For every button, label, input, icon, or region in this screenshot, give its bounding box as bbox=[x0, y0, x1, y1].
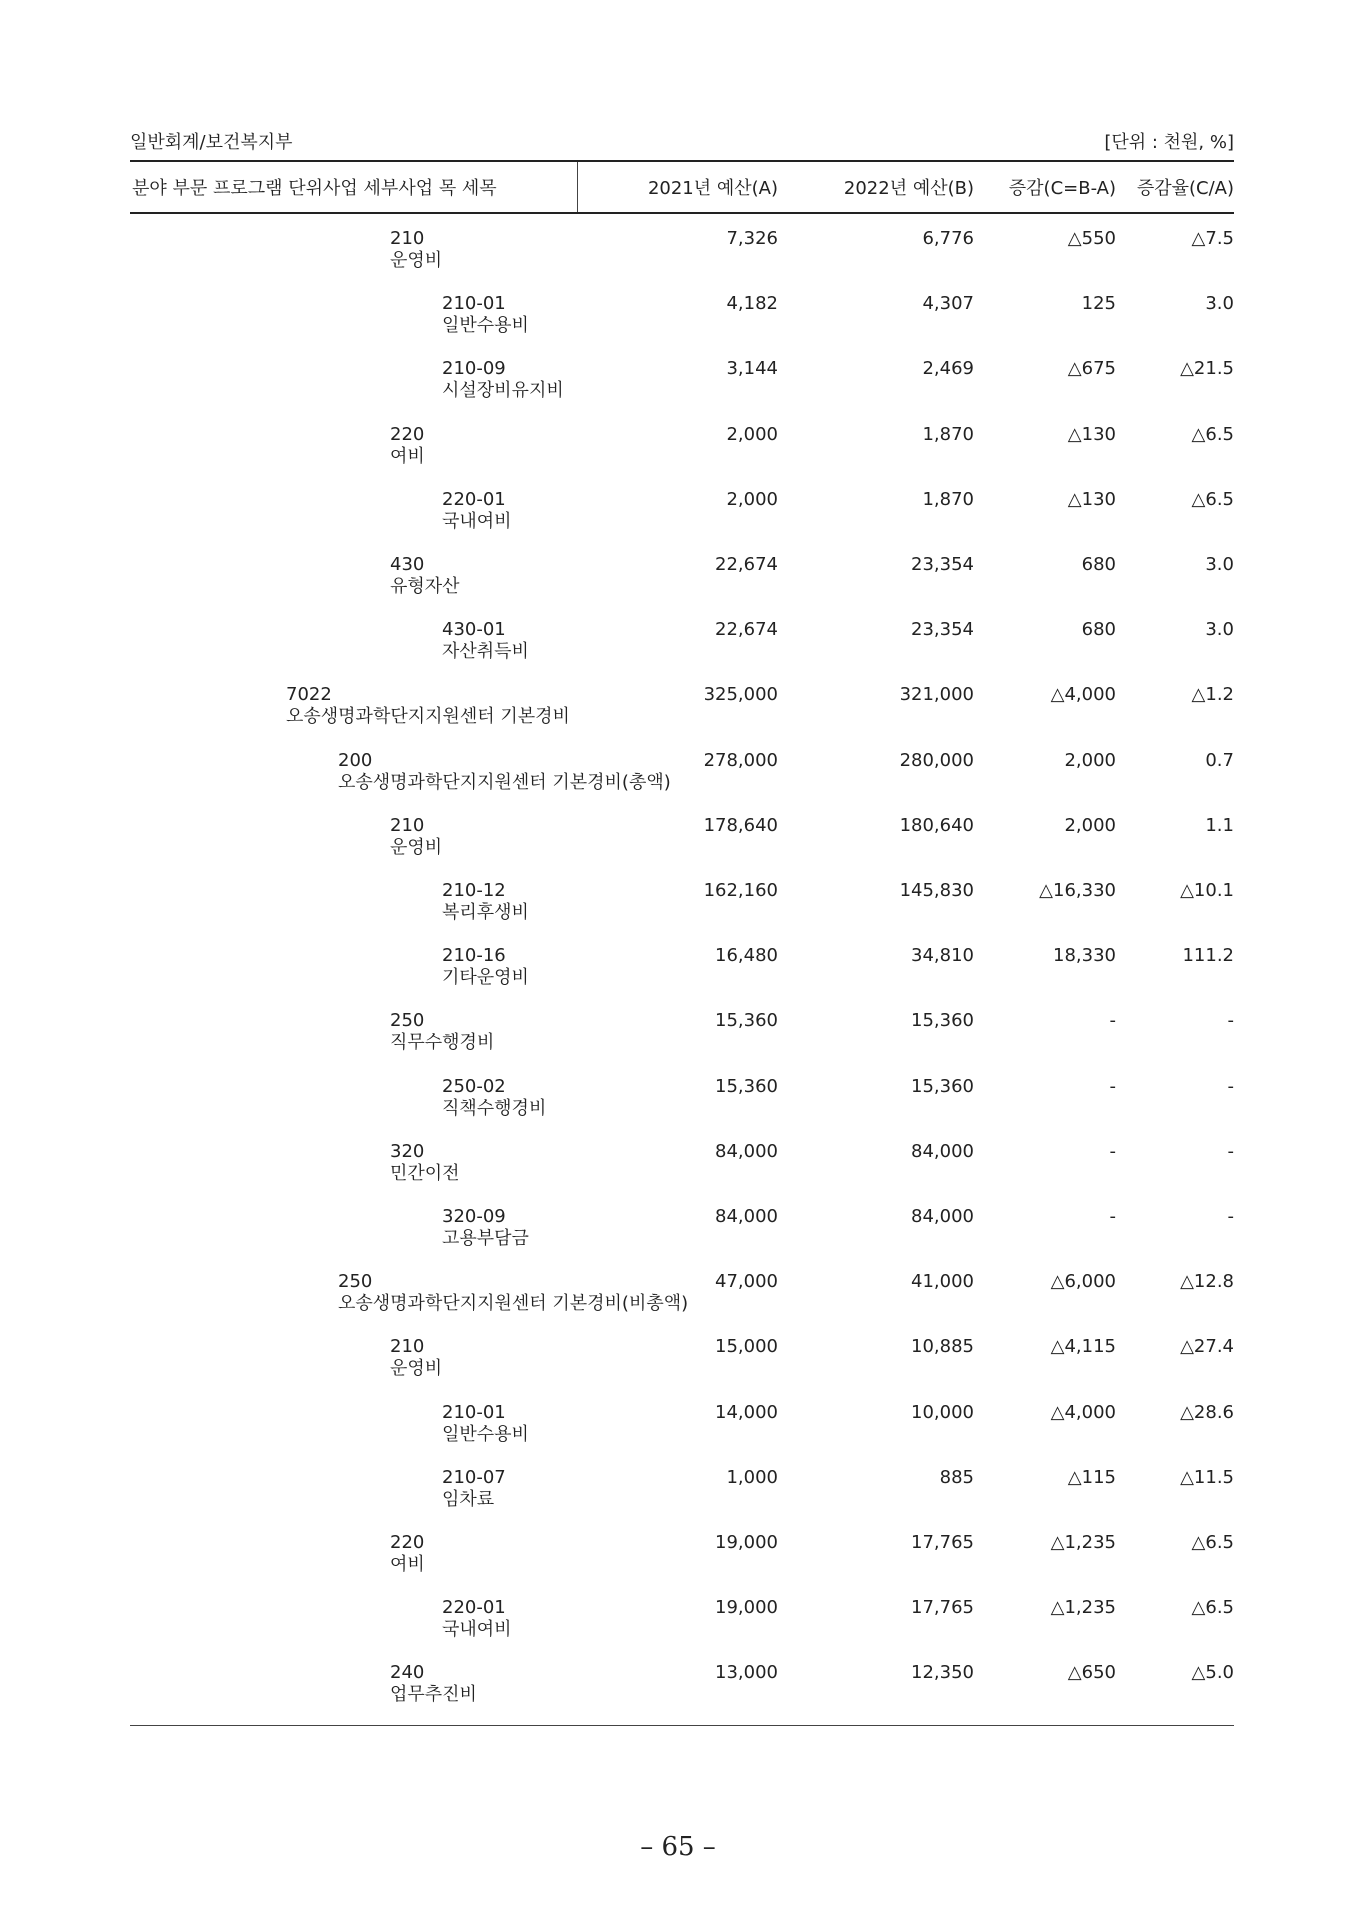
row-code: 210-12 bbox=[442, 880, 506, 901]
row-change-rate: △6.5 bbox=[1191, 1532, 1234, 1553]
row-name: 오송생명과학단지지원센터 기본경비 bbox=[286, 706, 570, 728]
row-change-rate: △21.5 bbox=[1180, 358, 1234, 380]
row-2021-budget: 84,000 bbox=[715, 1206, 778, 1227]
row-name: 임차료 bbox=[442, 1488, 495, 1510]
account-title: 일반회계/보건복지부 bbox=[130, 132, 293, 153]
table-row bbox=[130, 750, 1234, 810]
row-code: 210 bbox=[390, 814, 425, 836]
table-row bbox=[130, 1206, 1234, 1266]
row-change: △16,330 bbox=[1039, 880, 1116, 901]
row-change-rate: △1.2 bbox=[1191, 684, 1234, 706]
row-code: 210 bbox=[390, 228, 425, 249]
row-2022-budget: 17,765 bbox=[911, 1597, 974, 1619]
column-header-change: 증감(C=B-A) bbox=[1008, 178, 1116, 199]
row-name: 여비 bbox=[390, 445, 425, 467]
row-change: - bbox=[1109, 1206, 1116, 1227]
row-change: - bbox=[1109, 1140, 1116, 1162]
row-change: 125 bbox=[1081, 293, 1116, 315]
row-2022-budget: 15,360 bbox=[911, 1075, 974, 1097]
row-code: 210-01 bbox=[442, 1401, 506, 1423]
row-code: 7022 bbox=[286, 684, 332, 706]
table-header bbox=[130, 160, 1234, 214]
row-change: △675 bbox=[1067, 358, 1116, 380]
row-code: 320 bbox=[390, 1140, 425, 1162]
table-row bbox=[130, 1076, 1234, 1136]
row-change-rate: △7.5 bbox=[1191, 228, 1234, 249]
table-row bbox=[130, 228, 1234, 288]
unit-label: [단위 : 천원, %] bbox=[1104, 132, 1234, 153]
row-change: △1,235 bbox=[1050, 1597, 1116, 1619]
row-change: △550 bbox=[1067, 228, 1116, 249]
row-code: 250-02 bbox=[442, 1075, 506, 1097]
row-2022-budget: 23,354 bbox=[911, 554, 974, 575]
budget-table-body bbox=[130, 214, 1234, 1726]
row-change-rate: △6.5 bbox=[1191, 488, 1234, 510]
row-change: △6,000 bbox=[1050, 1271, 1116, 1293]
row-2021-budget: 178,640 bbox=[703, 814, 778, 836]
row-code: 430-01 bbox=[442, 619, 506, 641]
row-change: - bbox=[1109, 1010, 1116, 1032]
row-code: 430 bbox=[390, 554, 425, 575]
row-name: 직무수행경비 bbox=[390, 1032, 495, 1054]
row-name: 직책수행경비 bbox=[442, 1097, 547, 1119]
table-row bbox=[130, 684, 1234, 744]
table-row bbox=[130, 293, 1234, 353]
row-2022-budget: 41,000 bbox=[911, 1271, 974, 1293]
row-code: 220-01 bbox=[442, 488, 506, 510]
column-header-change-rate: 증감율(C/A) bbox=[1136, 178, 1234, 199]
row-2022-budget: 180,640 bbox=[899, 814, 974, 836]
table-row bbox=[130, 619, 1234, 679]
row-2022-budget: 1,870 bbox=[922, 488, 974, 510]
row-2022-budget: 17,765 bbox=[911, 1532, 974, 1553]
table-row bbox=[130, 1402, 1234, 1462]
row-change: △650 bbox=[1067, 1662, 1116, 1684]
row-code: 320-09 bbox=[442, 1206, 506, 1227]
row-2021-budget: 14,000 bbox=[715, 1401, 778, 1423]
table-row bbox=[130, 1597, 1234, 1657]
row-change: 2,000 bbox=[1064, 814, 1116, 836]
column-header-2022-budget: 2022년 예산(B) bbox=[843, 178, 974, 199]
table-row bbox=[130, 1662, 1234, 1722]
row-change: △1,235 bbox=[1050, 1532, 1116, 1553]
row-change-rate: 3.0 bbox=[1205, 619, 1234, 641]
row-name: 복리후생비 bbox=[442, 902, 529, 923]
row-name: 일반수용비 bbox=[442, 315, 529, 337]
row-2022-budget: 15,360 bbox=[911, 1010, 974, 1032]
row-change-rate: △6.5 bbox=[1191, 1597, 1234, 1619]
row-2022-budget: 10,000 bbox=[911, 1401, 974, 1423]
row-2021-budget: 15,360 bbox=[715, 1010, 778, 1032]
row-name: 업무추진비 bbox=[390, 1684, 477, 1706]
row-2021-budget: 22,674 bbox=[715, 619, 778, 641]
row-name: 기타운영비 bbox=[442, 967, 529, 989]
row-change-rate: 111.2 bbox=[1182, 945, 1234, 967]
row-name: 여비 bbox=[390, 1554, 425, 1575]
row-2021-budget: 2,000 bbox=[726, 423, 778, 445]
row-2021-budget: 84,000 bbox=[715, 1140, 778, 1162]
table-row bbox=[130, 1010, 1234, 1070]
row-change-rate: △11.5 bbox=[1180, 1466, 1234, 1488]
page-number: – 65 – bbox=[640, 1832, 716, 1862]
row-change: 18,330 bbox=[1053, 945, 1116, 967]
row-2022-budget: 12,350 bbox=[911, 1662, 974, 1684]
row-code: 210-16 bbox=[442, 945, 506, 967]
row-2022-budget: 4,307 bbox=[922, 293, 974, 315]
budget-page bbox=[130, 126, 1234, 1726]
row-change: 680 bbox=[1081, 619, 1116, 641]
row-change: △130 bbox=[1067, 488, 1116, 510]
row-code: 210 bbox=[390, 1336, 425, 1358]
row-name: 국내여비 bbox=[442, 510, 512, 532]
table-row bbox=[130, 554, 1234, 614]
row-2021-budget: 2,000 bbox=[726, 488, 778, 510]
row-2022-budget: 6,776 bbox=[922, 228, 974, 249]
column-header-category: 분야 부문 프로그램 단위사업 세부사업 목 세목 bbox=[130, 162, 578, 212]
row-2021-budget: 325,000 bbox=[703, 684, 778, 706]
row-2022-budget: 84,000 bbox=[911, 1140, 974, 1162]
table-row bbox=[130, 489, 1234, 549]
row-change-rate: △28.6 bbox=[1180, 1401, 1234, 1423]
row-2022-budget: 145,830 bbox=[899, 880, 974, 901]
row-2021-budget: 13,000 bbox=[715, 1662, 778, 1684]
row-change-rate: 3.0 bbox=[1205, 554, 1234, 575]
row-code: 210-09 bbox=[442, 358, 506, 380]
row-change-rate: 1.1 bbox=[1205, 814, 1234, 836]
row-2021-budget: 19,000 bbox=[715, 1532, 778, 1553]
row-2022-budget: 1,870 bbox=[922, 423, 974, 445]
row-change-rate: △10.1 bbox=[1180, 880, 1234, 901]
row-2021-budget: 15,360 bbox=[715, 1075, 778, 1097]
row-name: 민간이전 bbox=[390, 1162, 460, 1184]
row-2021-budget: 19,000 bbox=[715, 1597, 778, 1619]
row-change-rate: △5.0 bbox=[1191, 1662, 1234, 1684]
row-change: △4,115 bbox=[1050, 1336, 1116, 1358]
row-name: 유형자산 bbox=[390, 576, 460, 597]
table-row bbox=[130, 815, 1234, 875]
row-2021-budget: 162,160 bbox=[703, 880, 778, 901]
table-row bbox=[130, 1532, 1234, 1592]
row-2022-budget: 34,810 bbox=[911, 945, 974, 967]
row-change: △4,000 bbox=[1050, 1401, 1116, 1423]
row-2022-budget: 84,000 bbox=[911, 1206, 974, 1227]
row-2021-budget: 4,182 bbox=[726, 293, 778, 315]
row-code: 200 bbox=[338, 749, 373, 771]
row-change-rate: △27.4 bbox=[1180, 1336, 1234, 1358]
row-2021-budget: 278,000 bbox=[703, 749, 778, 771]
row-name: 고용부담금 bbox=[442, 1228, 529, 1249]
row-code: 250 bbox=[390, 1010, 425, 1032]
row-code: 220 bbox=[390, 423, 425, 445]
table-row bbox=[130, 1336, 1234, 1396]
table-row bbox=[130, 1271, 1234, 1331]
row-2022-budget: 321,000 bbox=[899, 684, 974, 706]
row-name: 오송생명과학단지지원센터 기본경비(총액) bbox=[338, 771, 671, 793]
table-row bbox=[130, 880, 1234, 940]
row-2021-budget: 22,674 bbox=[715, 554, 778, 575]
row-change-rate: 0.7 bbox=[1205, 749, 1234, 771]
row-2021-budget: 3,144 bbox=[726, 358, 778, 380]
table-row bbox=[130, 1467, 1234, 1527]
row-2022-budget: 885 bbox=[939, 1466, 974, 1488]
row-2021-budget: 7,326 bbox=[726, 228, 778, 249]
row-2022-budget: 10,885 bbox=[911, 1336, 974, 1358]
table-row bbox=[130, 1141, 1234, 1201]
table-row bbox=[130, 424, 1234, 484]
row-change-rate: △6.5 bbox=[1191, 423, 1234, 445]
row-change-rate: - bbox=[1227, 1075, 1234, 1097]
row-name: 운영비 bbox=[390, 250, 443, 271]
row-code: 220 bbox=[390, 1532, 425, 1553]
row-code: 210-07 bbox=[442, 1466, 506, 1488]
row-change: 2,000 bbox=[1064, 749, 1116, 771]
table-row bbox=[130, 358, 1234, 418]
row-2022-budget: 280,000 bbox=[899, 749, 974, 771]
column-header-2021-budget: 2021년 예산(A) bbox=[647, 178, 778, 199]
document-header bbox=[130, 126, 1234, 160]
row-2021-budget: 15,000 bbox=[715, 1336, 778, 1358]
table-row bbox=[130, 945, 1234, 1005]
row-change-rate: △12.8 bbox=[1180, 1271, 1234, 1293]
row-2022-budget: 2,469 bbox=[922, 358, 974, 380]
row-name: 오송생명과학단지지원센터 기본경비(비총액) bbox=[338, 1293, 689, 1315]
row-2021-budget: 16,480 bbox=[715, 945, 778, 967]
row-change: △130 bbox=[1067, 423, 1116, 445]
row-name: 운영비 bbox=[390, 1358, 443, 1380]
row-name: 시설장비유지비 bbox=[442, 380, 564, 402]
row-change-rate: - bbox=[1227, 1206, 1234, 1227]
row-2022-budget: 23,354 bbox=[911, 619, 974, 641]
row-2021-budget: 1,000 bbox=[726, 1466, 778, 1488]
row-code: 240 bbox=[390, 1662, 425, 1684]
row-change: 680 bbox=[1081, 554, 1116, 575]
row-name: 일반수용비 bbox=[442, 1423, 529, 1445]
row-change-rate: - bbox=[1227, 1010, 1234, 1032]
row-name: 자산취득비 bbox=[442, 641, 529, 663]
row-code: 220-01 bbox=[442, 1597, 506, 1619]
row-name: 운영비 bbox=[390, 836, 443, 858]
row-2021-budget: 47,000 bbox=[715, 1271, 778, 1293]
row-change: △4,000 bbox=[1050, 684, 1116, 706]
row-code: 210-01 bbox=[442, 293, 506, 315]
row-change: - bbox=[1109, 1075, 1116, 1097]
row-name: 국내여비 bbox=[442, 1619, 512, 1641]
row-change-rate: 3.0 bbox=[1205, 293, 1234, 315]
row-code: 250 bbox=[338, 1271, 373, 1293]
row-change-rate: - bbox=[1227, 1140, 1234, 1162]
row-change: △115 bbox=[1067, 1466, 1116, 1488]
